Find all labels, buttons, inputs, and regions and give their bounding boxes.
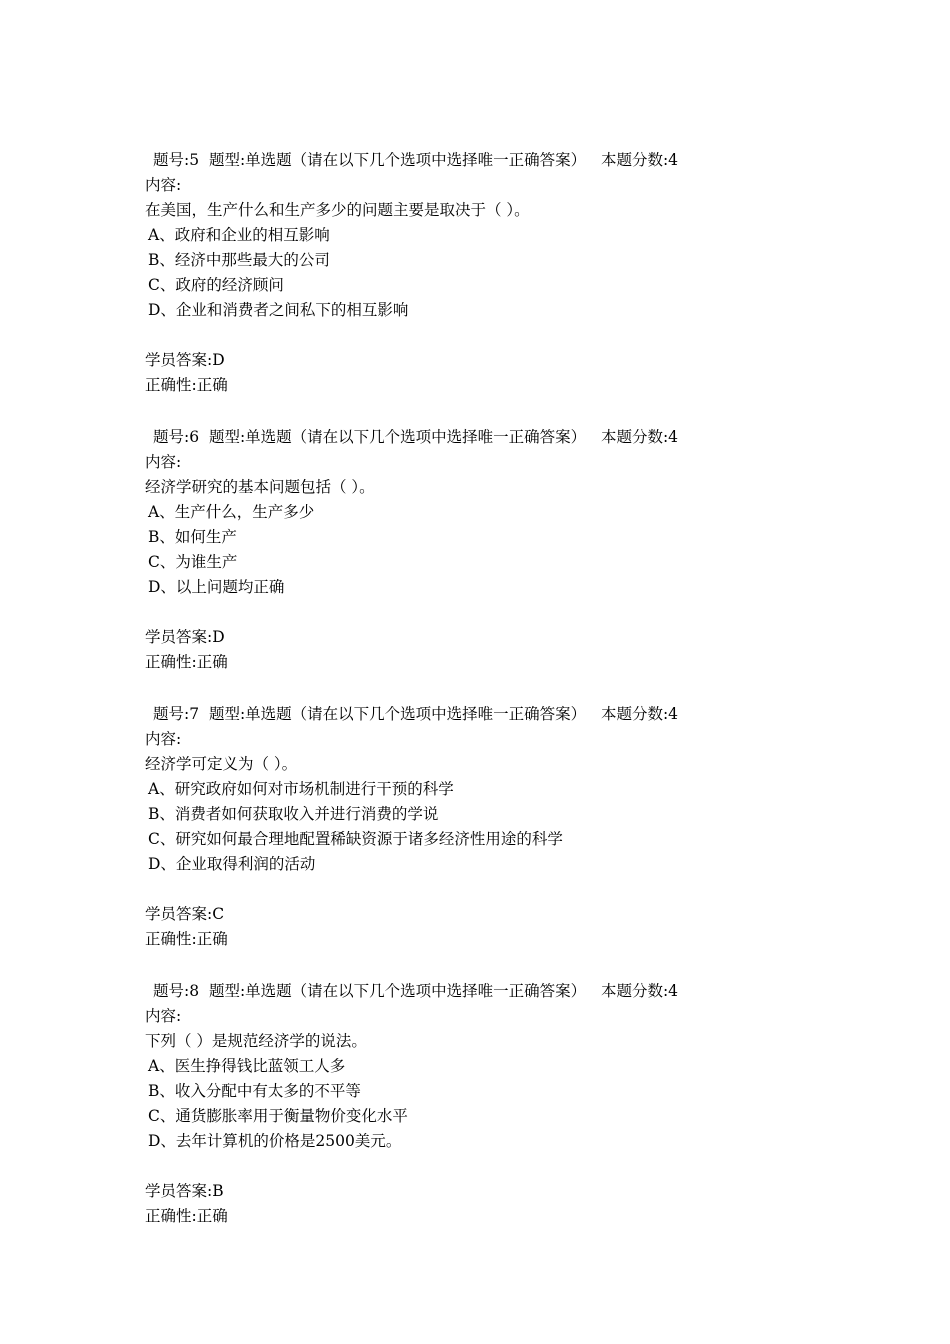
document-page bbox=[145, 148, 845, 1256]
correctness: 正确性:正确 bbox=[145, 1207, 228, 1225]
content-label: 内容: bbox=[145, 453, 182, 471]
spacer bbox=[145, 323, 845, 348]
option-c: C、通货膨胀率用于衡量物价变化水平 bbox=[148, 1107, 408, 1125]
option-b: B、如何生产 bbox=[148, 528, 237, 546]
question-header: 题号:5 题型:单选题（请在以下几个选项中选择唯一正确答案） 本题分数:4 bbox=[153, 151, 679, 169]
option-d: D、企业和消费者之间私下的相互影响 bbox=[148, 301, 409, 319]
correctness: 正确性:正确 bbox=[145, 930, 228, 948]
option-a: A、医生挣得钱比蓝领工人多 bbox=[148, 1057, 346, 1075]
spacer bbox=[145, 600, 845, 625]
option-b: B、消费者如何获取收入并进行消费的学说 bbox=[148, 805, 439, 823]
student-answer: 学员答案:D bbox=[145, 351, 225, 369]
question-block bbox=[145, 702, 845, 952]
question-block bbox=[145, 148, 845, 398]
content-label: 内容: bbox=[145, 730, 182, 748]
question-header: 题号:7 题型:单选题（请在以下几个选项中选择唯一正确答案） 本题分数:4 bbox=[153, 705, 679, 723]
student-answer: 学员答案:C bbox=[145, 905, 225, 923]
option-d: D、以上问题均正确 bbox=[148, 578, 285, 596]
question-stem: 经济学研究的基本问题包括（ ）。 bbox=[145, 478, 375, 496]
content-label: 内容: bbox=[145, 1007, 182, 1025]
option-b: B、经济中那些最大的公司 bbox=[148, 251, 330, 269]
option-a: A、生产什么，生产多少 bbox=[148, 503, 315, 521]
question-block bbox=[145, 425, 845, 675]
question-stem: 在美国，生产什么和生产多少的问题主要是取决于（ ）。 bbox=[145, 201, 530, 219]
question-header: 题号:6 题型:单选题（请在以下几个选项中选择唯一正确答案） 本题分数:4 bbox=[153, 428, 679, 446]
question-block bbox=[145, 979, 845, 1229]
student-answer: 学员答案:D bbox=[145, 628, 225, 646]
correctness: 正确性:正确 bbox=[145, 376, 228, 394]
student-answer: 学员答案:B bbox=[145, 1182, 224, 1200]
option-b: B、收入分配中有太多的不平等 bbox=[148, 1082, 361, 1100]
option-d: D、企业取得利润的活动 bbox=[148, 855, 316, 873]
option-a: A、政府和企业的相互影响 bbox=[148, 226, 330, 244]
question-stem: 下列（ ）是规范经济学的说法。 bbox=[145, 1032, 367, 1050]
option-c: C、研究如何最合理地配置稀缺资源于诸多经济性用途的科学 bbox=[148, 830, 563, 848]
spacer bbox=[145, 877, 845, 902]
spacer bbox=[145, 1154, 845, 1179]
option-c: C、为谁生产 bbox=[148, 553, 238, 571]
option-a: A、研究政府如何对市场机制进行干预的科学 bbox=[148, 780, 454, 798]
option-c: C、政府的经济顾问 bbox=[148, 276, 284, 294]
correctness: 正确性:正确 bbox=[145, 653, 228, 671]
question-header: 题号:8 题型:单选题（请在以下几个选项中选择唯一正确答案） 本题分数:4 bbox=[153, 982, 679, 1000]
option-d: D、去年计算机的价格是2500美元。 bbox=[148, 1132, 402, 1150]
question-stem: 经济学可定义为（ ）。 bbox=[145, 755, 298, 773]
content-label: 内容: bbox=[145, 176, 182, 194]
